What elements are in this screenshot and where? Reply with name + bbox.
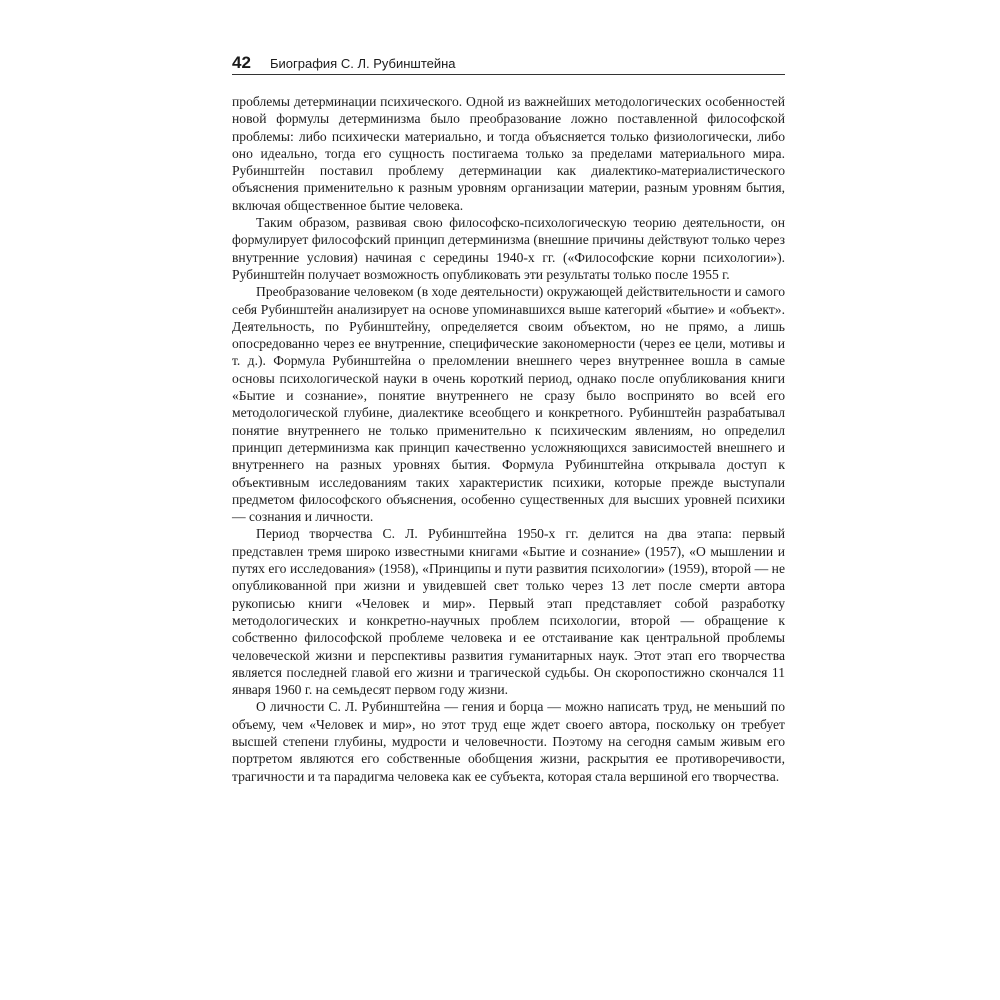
paragraph-1: проблемы детерминации психического. Одной из важнейших методологических особенностей новой формулы детерминизма было преобразование ложно поставленной философской проблемы: либо психически материально, и тогда объясняется только физиологически, либо оно идеально, тогда его сущность постигаема только за пределами материального мира. Рубинштейн поставил проблему детерминации как диалектико-материалистического объяснения применительно к разным уровням организации материи, разным уровням бытия, включая общественное бытие человека. [232,94,785,213]
body-text [232,93,785,785]
paragraph-3: Преобразование человеком (в ходе деятельности) окружающей действительности и самого себя Рубинштейн анализирует на основе упоминавшихся выше категорий «бытие» и «объект». Деятельность, по Рубинштейну, определяется своим объектом, но не прямо, а лишь опосредованно через ее внутренние, специфические закономерности (через ее цели, мотивы и т. д.). Формула Рубинштейна о преломлении внешнего через внутреннее вошла в самые основы психологической науки в очень короткий период, однако после опубликования книги «Бытие и сознание», понятие внутреннего не сразу было воспринято во всей его методологической глубине, диалектике всеобщего и конкретного. Рубинштейн разрабатывал понятие внутреннего не только применительно к психическим явлениям, но определил принцип детерминизма как принцип качественно усложняющихся зависимостей внешнего и внутреннего на разных уровнях бытия. Формула Рубинштейна открывала доступ к объективным исследованиям таких характеристик психики, которые прежде выступали предметом философского объяснения, особенно существенных для высших уровней психики — сознания и личности. [232,284,785,525]
running-title: Биография С. Л. Рубинштейна [270,56,456,71]
header-divider [232,74,785,75]
paragraph-4: Период творчества С. Л. Рубинштейна 1950-х гг. делится на два этапа: первый представлен тремя широко известными книгами «Бытие и сознание» (1957), «О мышлении и путях его исследования» (1958), «Принципы и пути развития психологии» (1959), второй — не опубликованной при жизни и увидевшей свет только через 13 лет после смерти автора рукописью книги «Человек и мир». Первый этап представляет собой разработку методологических и конкретно-научных проблем психологии, второй — обращение к собственно философской проблеме человека и ее отстаивание как центральной проблемы человеческой жизни и перспективы развития гуманитарных наук. Этот этап его творчества является последней главой его жизни и трагической судьбы. Он скоропостижно скончался 11 января 1960 г. на семьдесят первом году жизни. [232,526,785,698]
paragraph-5: О личности С. Л. Рубинштейна — гения и борца — можно написать труд, не меньший по объему, чем «Человек и мир», но этот труд еще ждет своего автора, поскольку он требует высшей степени глубины, мудрости и человечности. Поэтому на сегодня самым живым его портретом являются его собственные обобщения жизни, раскрытия ее противоречивости, трагичности и та парадигма человека как ее субъекта, которая стала вершиной его творчества. [232,699,785,784]
page-header [232,52,785,74]
page-number: 42 [232,53,251,72]
paragraph-2: Таким образом, развивая свою философско-психологическую теорию деятельности, он формулирует философский принцип детерминизма (внешние причины действуют только через внутренние условия) начиная с середины 1940-х гг. («Философские корни психологии»). Рубинштейн получает возможность опубликовать эти результаты только после 1955 г. [232,215,785,282]
